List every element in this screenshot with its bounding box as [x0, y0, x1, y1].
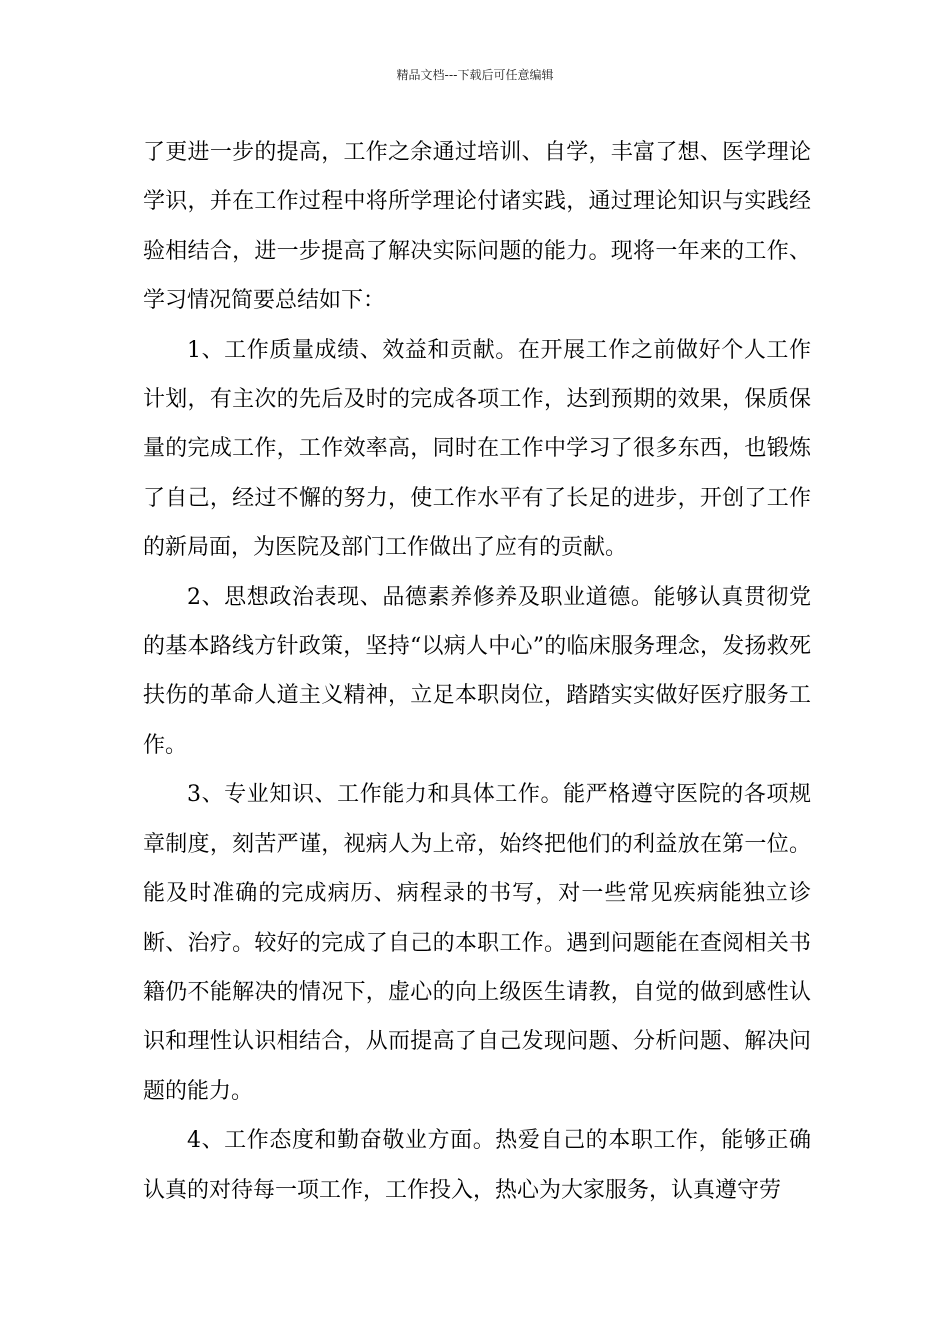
- paragraph-professional-skills: 3、专业知识、工作能力和具体工作。能严格遵守医院的各项规章制度，刻苦严谨，视病人为上帝，始终把他们的利益放在第一位。能及时准确的完成病历、病程录的书写，对一些常见疾病能独立诊断、治疗。较好的完成了自己的本职工作。遇到问题能在查阅相关书籍仍不能解决的情况下，虚心的向上级医生请教，自觉的做到感性认识和理性认识相结合，从而提高了自己发现问题、分析问题、解决问题的能力。: [143, 782, 811, 1104]
- paragraph-work-quality: 1、工作质量成绩、效益和贡献。在开展工作之前做好个人工作计划，有主次的先后及时的完成各项工作，达到预期的效果，保质保量的完成工作，工作效率高，同时在工作中学习了很多东西，也锻炼了自己，经过不懈的努力，使工作水平有了长足的进步，开创了工作的新局面，为医院及部门工作做出了应有的贡献。: [143, 337, 811, 561]
- page-header: 精品文档---下载后可任意编辑: [396, 68, 554, 82]
- document-body: [143, 128, 811, 1215]
- paragraph-work-attitude: 4、工作态度和勤奋敬业方面。热爱自己的本职工作，能够正确认真的对待每一项工作，工作投入，热心为大家服务，认真遵守劳: [143, 1128, 811, 1203]
- paragraph-political-ethics: 2、思想政治表现、品德素养修养及职业道德。能够认真贯彻党的基本路线方针政策，坚持“以病人中心”的临床服务理念，发扬救死扶伤的革命人道主义精神，立足本职岗位，踏踏实实做好医疗服务工作。: [143, 584, 811, 758]
- paragraph-intro: 了更进一步的提高，工作之余通过培训、自学，丰富了想、医学理论学识，并在工作过程中将所学理论付诸实践，通过理论知识与实践经验相结合，进一步提高了解决实际问题的能力。现将一年来的工作、学习情况简要总结如下：: [143, 140, 811, 314]
